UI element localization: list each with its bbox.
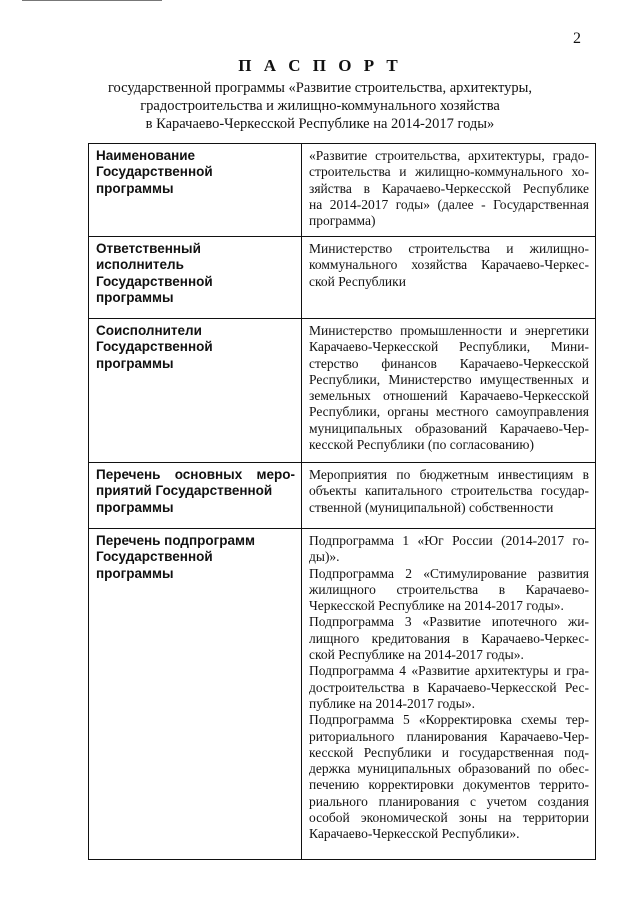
label-line: Наименование <box>96 148 196 163</box>
page-title: П А С П О Р Т <box>238 56 402 75</box>
label-line: Государственной <box>96 273 213 289</box>
value-line: особой экономической зоны на территории <box>309 810 589 826</box>
table-row <box>89 144 596 237</box>
value-line: публике на 2014-2017 годы». <box>309 695 475 711</box>
value-line: Республики, органы местного самоуправления <box>309 404 589 420</box>
row-value <box>302 144 596 237</box>
value-line: держка муниципальных образований по обес- <box>309 761 589 777</box>
label-line: программы <box>96 499 174 515</box>
value-line: печению корректировки документов террито- <box>309 777 589 793</box>
value-line: Карачаево-Черкесской Республики, Мини- <box>309 339 589 355</box>
value-line: Черкесской Республике на 2014-2017 годы». <box>309 598 564 614</box>
row-label <box>89 144 302 237</box>
top-left-rule <box>22 0 162 1</box>
label-line: программы <box>96 355 174 371</box>
label-line: Перечень подпрограмм <box>96 533 255 548</box>
value-line: Министерство промышленности и энергетики <box>309 323 589 338</box>
value-line: земельных отношений Карачаево-Черкесской <box>309 388 589 404</box>
value-line: Подпрограмма 1 «Юг России (2014-2017 го- <box>309 533 589 548</box>
row-value <box>302 529 596 860</box>
value-line: кесской Республики (по согласованию) <box>309 437 534 453</box>
value-line: риториального планирования Карачаево-Чер- <box>309 728 589 744</box>
label-line: Перечень основных меро- <box>96 467 295 482</box>
value-line: жилищного строительства в Карачаево- <box>309 581 589 597</box>
value-line: достроительства в Карачаево-Черкесской Рес- <box>309 679 589 695</box>
label-line: программы <box>96 565 174 581</box>
value-line: ственной (муниципальной) собственности <box>309 499 554 515</box>
subtitle-line: в Карачаево-Черкесской Республике на 2014-2017 годы» <box>145 116 495 132</box>
label-line: приятий Государственной <box>96 483 273 499</box>
value-line: ской Республике на 2014-2017 годы». <box>309 647 524 663</box>
value-line: кесской Республики и государственная под- <box>309 744 589 760</box>
table-row <box>89 529 596 860</box>
table-row <box>89 463 596 529</box>
row-label <box>89 529 302 860</box>
value-line: строительства и жилищно-коммунального хо- <box>309 164 589 180</box>
table-row <box>89 237 596 319</box>
value-line: коммунального хозяйства Карачаево-Черкес- <box>309 257 589 273</box>
table-row <box>89 319 596 463</box>
row-label <box>89 463 302 529</box>
value-line: «Развитие строительства, архитектуры, градо- <box>309 148 589 163</box>
value-line: лищного кредитования в Карачаево-Черкес- <box>309 630 589 646</box>
row-label <box>89 237 302 319</box>
row-value <box>302 463 596 529</box>
value-line: объекты капитального строительства государ- <box>309 483 589 499</box>
value-line: муниципальных образований Карачаево-Чер- <box>309 420 589 436</box>
label-line: Государственной <box>96 339 213 355</box>
label-line: Ответственный <box>96 241 201 256</box>
value-line: Подпрограмма 3 «Развитие ипотечного жи- <box>309 614 589 630</box>
value-line: Карачаево-Черкесской Республики». <box>309 826 520 842</box>
value-line: зяйства в Карачаево-Черкесской Республике <box>309 180 589 196</box>
value-line: Подпрограмма 5 «Корректировка схемы тер- <box>309 712 589 728</box>
label-line: исполнитель <box>96 257 184 273</box>
value-line: ды)». <box>309 549 340 565</box>
label-line: программы <box>96 289 174 305</box>
label-line: Соисполнители <box>96 323 202 338</box>
row-label <box>89 319 302 463</box>
value-line: Республики, Министерство имущественных и <box>309 371 589 387</box>
subtitle-line: государственной программы «Развитие строительства, архитектуры, <box>107 80 533 96</box>
value-line: программа) <box>309 213 376 229</box>
value-line: Подпрограмма 4 «Развитие архитектуры и гра- <box>309 663 589 679</box>
row-value <box>302 319 596 463</box>
value-line: стерство финансов Карачаево-Черкесской <box>309 355 589 371</box>
value-line: Мероприятия по бюджетным инвестициям в <box>309 467 589 482</box>
label-line: Государственной <box>96 164 213 180</box>
value-line: Министерство строительства и жилищно- <box>309 241 589 256</box>
label-line: Государственной <box>96 549 213 565</box>
label-line: программы <box>96 180 174 196</box>
value-line: ской Республики <box>309 273 406 289</box>
value-line: на 2014-2017 годы» (далее - Государственная <box>309 196 589 212</box>
page-number: 2 <box>573 30 581 47</box>
row-value <box>302 237 596 319</box>
value-line: Подпрограмма 2 «Стимулирование развития <box>309 565 589 581</box>
passport-table <box>88 143 596 860</box>
subtitle-line: градостроительства и жилищно-коммунального хозяйства <box>140 98 500 114</box>
value-line: риального планирования с учетом создания <box>309 793 589 809</box>
page-subtitle <box>30 79 610 133</box>
